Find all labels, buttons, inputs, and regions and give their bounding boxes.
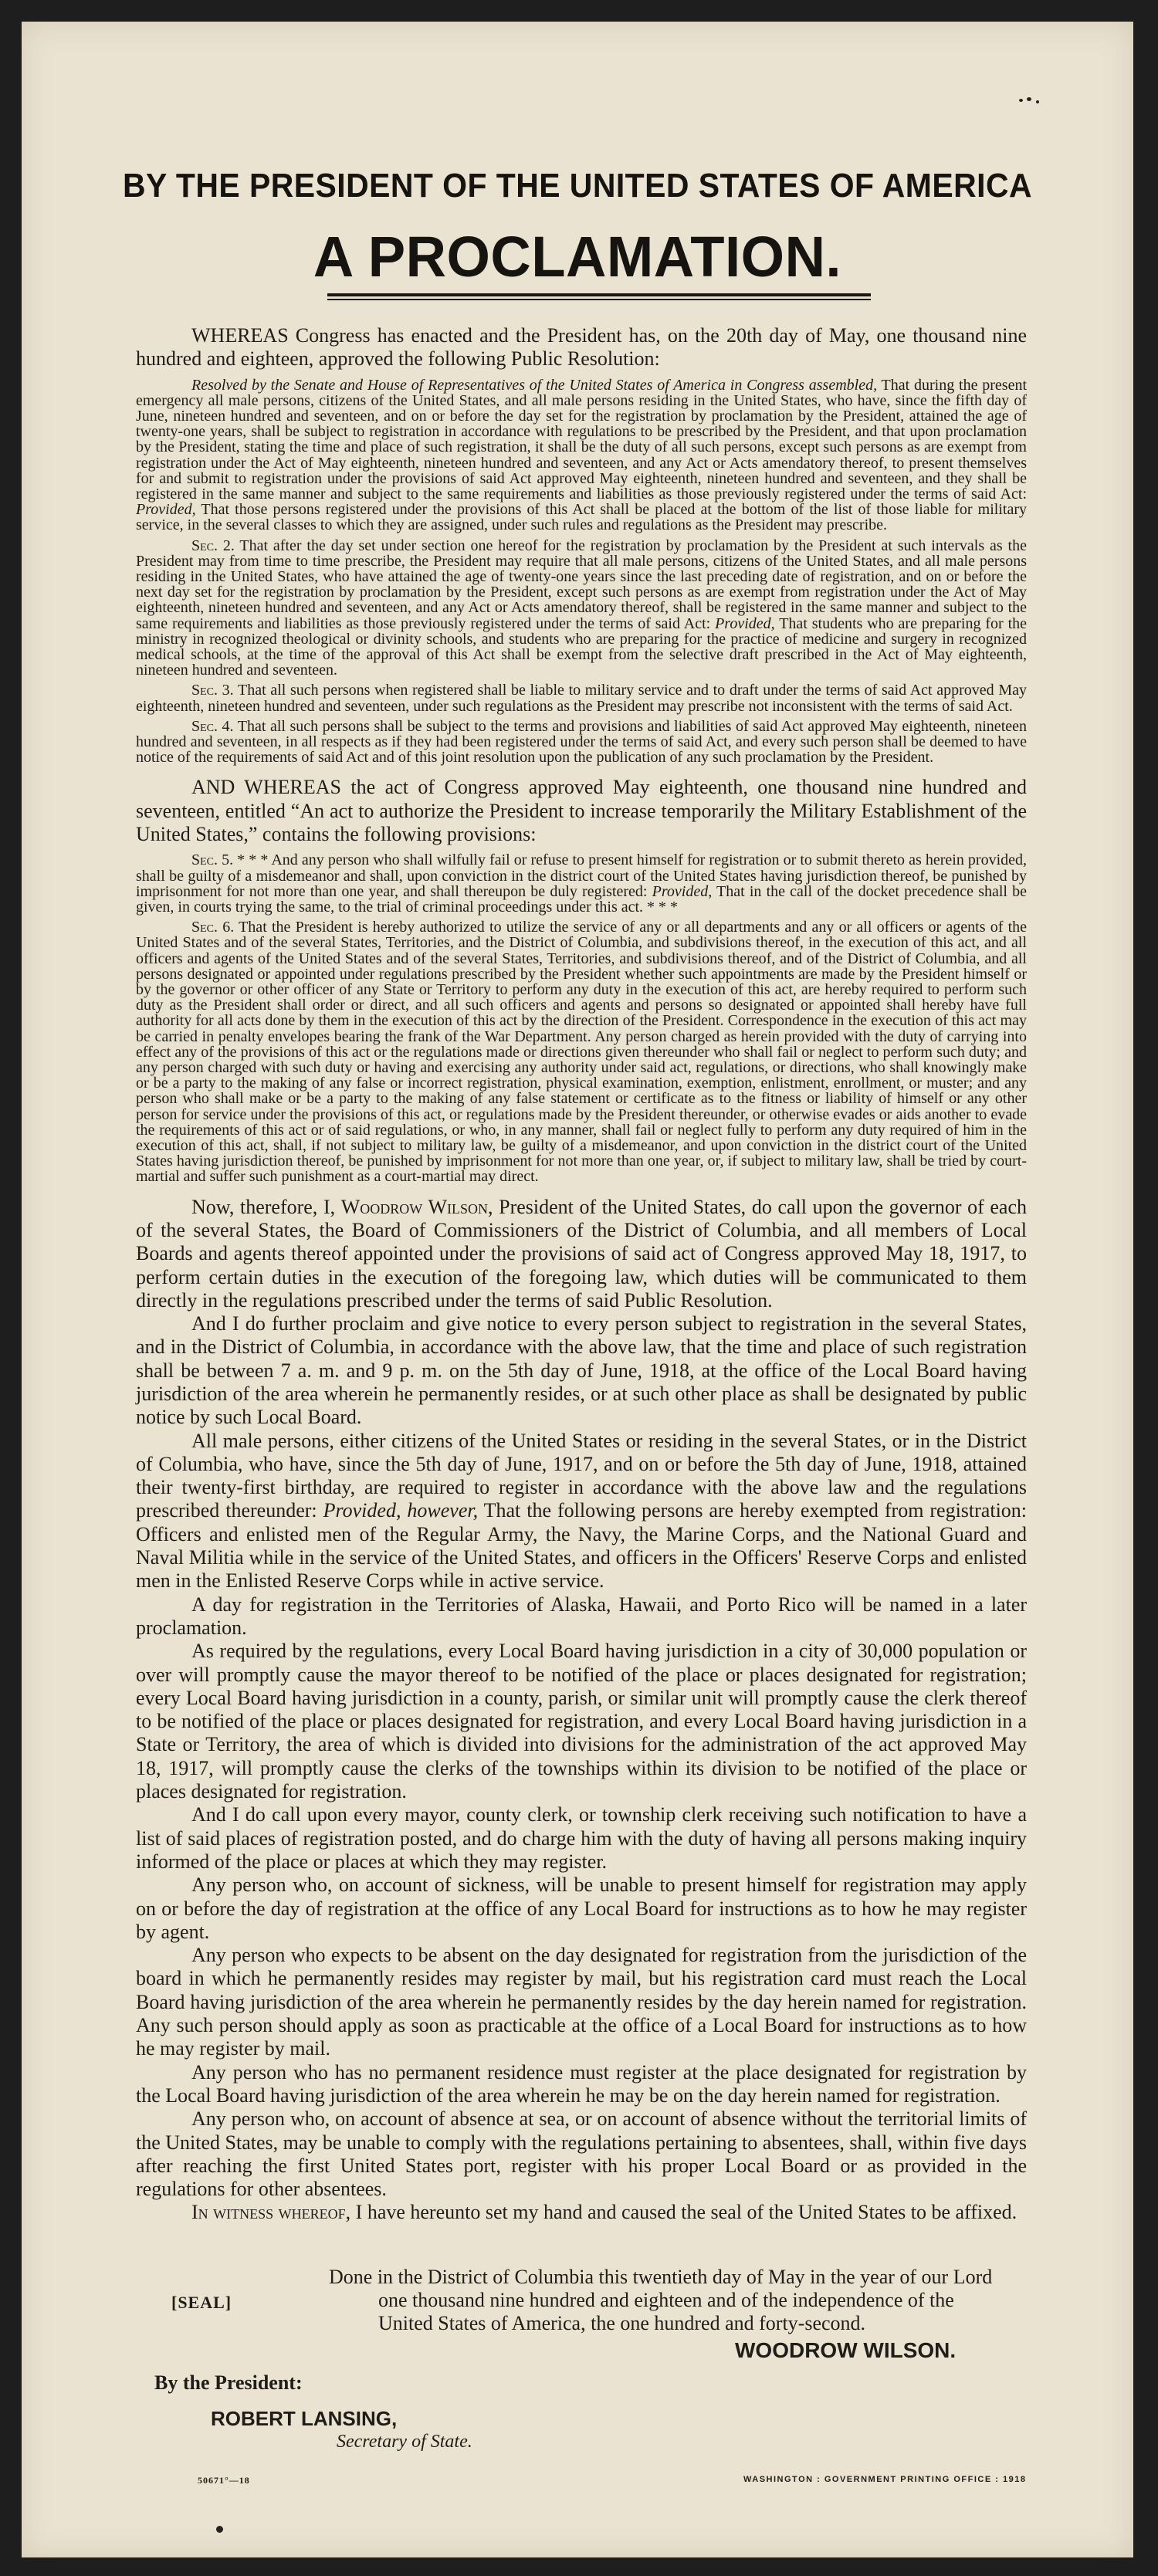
title-rule-thin	[327, 299, 871, 300]
resolution-section-3: Sec. 3. That all such persons when registered shall be liable to military service and to draft under the terms of said Act approved May eighteenth, nineteen hundred and seventeen, under such regulations as the President may prescribe not inconsistent with the terms of said Act.	[136, 682, 1028, 715]
resolution-section-2: Sec. 2. That after the day set under section one hereof for the registration by proclamation by the President at such intervals as the President may from time to time prescribe, the President may require that all male persons, citizens of the United States, and all male persons residing in the United States, who have attained the age of twenty-one years since the last preceding date of registration, and on or before the next day set for the registration by proclamation by the President, except such persons as are exempt from registration under the Act of May eighteenth, nineteen hundred and seventeen, and any Act or Acts amendatory thereof, shall be registered in the same manner and subject to the same requirements and liabilities as those previously registered under the terms of said Act: Provided, That students who are preparing for the ministry in recognized theological or divinity schools, and students who are preparing for the practice of medicine and surgery in recognized medical schools, at the time of the approval of this Act shall be exempt from the selective draft prescribed in the Act of May eighteenth, nineteen hundred and seventeen.	[136, 537, 1028, 679]
sickness-paragraph: Any person who, on account of sickness, will be unable to present himself for registration may apply on or before the day of registration at the office of any Local Board for instructions as to how he may register by agent.	[136, 1874, 1027, 1943]
proclamation-body	[136, 324, 1027, 2225]
male-persons-paragraph: All male persons, either citizens of the United States or residing in the several States, or in the District of Columbia, who have, since the 5th day of June, 1917, and on or before the 5th day of June, 1918, attained their twenty-first birthday, are required to register in accordance with the above law and the regulations prescribed thereunder: Provided, however, That the following persons are hereby exempted from registration: Officers and enlisted men of the Regular Army, the Navy, the Marine Corps, and the National Guard and Naval Militia while in the service of the United States, and officers in the Officers' Reserve Corps and enlisted men in the Enlisted Reserve Corps while in active service.	[136, 1429, 1028, 1593]
mayor-clerk-paragraph: And I do call upon every mayor, county clerk, or township clerk receiving such notification to have a list of said places of registration posted, and do charge him with the duty of having all persons making inquiry informed of the place or places at which they may register.	[136, 1803, 1027, 1873]
and-whereas-paragraph: AND WHEREAS the act of Congress approved May eighteenth, one thousand nine hundred and seventeen, entitled “An act to authorize the President to increase temporarily the Military Establishment of the United States,” contains the following provisions:	[136, 776, 1027, 846]
printer-imprint: WASHINGTON : GOVERNMENT PRINTING OFFICE : 1918	[743, 2475, 1027, 2484]
territories-paragraph: A day for registration in the Territories of Alaska, Hawaii, and Porto Rico will be named in a later proclamation.	[136, 1593, 1027, 1639]
act-section-5: Sec. 5. * * * And any person who shall wilfully fail or refuse to present himself for registration or to submit thereto as herein provided, shall be guilty of a misdemeanor and shall, upon conviction in the district court of the United States having jurisdiction thereof, be punished by imprisonment for not more than one year, and shall thereupon be duly registered: Provided, That in the call of the docket precedence shall be given, in courts trying the same, to the trial of criminal proceedings under this act. * * *	[136, 851, 1028, 916]
resolution-section-1: Resolved by the Senate and House of Representatives of the United States of America in Congress assembled, That during the present emergency all male persons, citizens of the United States, and all male persons residing in the United States, who have, since the fifth day of June, nineteen hundred and seventeen, and on or before the day set for the registration by proclamation by the President, attained the age of twenty-one years, shall be subject to registration in accordance with regulations to be prescribed by the President, and that upon proclamation by the President, stating the time and place of such registration, it shall be the duty of all such persons, except such persons as are exempt from registration under the Act of May eighteenth, nineteen hundred and seventeen, and any Act or Acts amendatory thereof, to present themselves for and submit to registration under the provisions of said Act approved May eighteenth, nineteen hundred and seventeen, and they shall be registered in the same manner and subject to the same requirements and liabilities as those previously registered under the terms of said Act: Provided, That those persons registered under the provisions of this Act shall be placed at the bottom of the list of those liable for military service, in the several classes to which they are assigned, under such rules and regulations as the President may prescribe.	[136, 376, 1028, 534]
proclamation-title: A PROCLAMATION.	[313, 225, 842, 289]
secretary-title: Secretary of State.	[337, 2432, 472, 2452]
done-text: Done in the District of Columbia this twentieth day of May in the year of our Lord one thousand nine hundred and eighteen and of the independence of the United States of America, the one hundred and forty-second.	[329, 2266, 993, 2334]
registration-time-paragraph: And I do further proclaim and give notice to every person subject to registration in the several States, and in the District of Columbia, in accordance with the above law, that the time and place of such registration shall be between 7 a. m. and 9 p. m. on the 5th day of June, 1918, at the office of the Local Board having jurisdiction of the area wherein he permanently resides, or at such other place as shall be designated by public notice by such Local Board.	[136, 1312, 1027, 1429]
secretary-name: ROBERT LANSING,	[211, 2407, 398, 2430]
no-residence-paragraph: Any person who has no permanent residence must register at the place designated for registration by the Local Board having jurisdiction of the area wherein he may be on the day herein named for registration.	[136, 2060, 1027, 2107]
in-witness-paragraph: In witness whereof, I have hereunto set my hand and caused the seal of the United States to be affixed.	[191, 2201, 1017, 2224]
local-board-paragraph: As required by the regulations, every Local Board having jurisdiction in a city of 30,000 population or over will promptly cause the mayor thereof to be notified of the place or places designated for registration; every Local Board having jurisdiction in a county, parish, or similar unit will promptly cause the clerk thereof to be notified of the place or places designated for registration, and every Local Board having jurisdiction in a State or Territory, the area of which is divided into divisions for the administration of the act approved May 18, 1917, will promptly cause the clerks of the townships within its division to be notified of the place or places designated for registration.	[136, 1640, 1027, 1803]
ink-speck	[1036, 100, 1039, 103]
ink-speck	[1019, 99, 1023, 102]
president-signature: WOODROW WILSON.	[735, 2338, 957, 2362]
proclamation-sheet	[22, 22, 1133, 2557]
absent-paragraph: Any person who expects to be absent on the day designated for registration from the jurisdiction of the board in which he permanently resides may register by mail, but his registration card must reach the Local Board having jurisdiction of the area wherein he permanently resides by the day herein named for registration. Any such person should apply as soon as practicable at the office of a Local Board for instructions as to how he may register by mail.	[136, 1944, 1027, 2060]
by-the-president: By the President:	[154, 2371, 303, 2394]
seal-label: [SEAL]	[171, 2293, 232, 2312]
act-section-6: Sec. 6. That the President is hereby authorized to utilize the service of any or all departments and any or all officers or agents of the United States and of the several States, Territories, and the District of Columbia, and subdivisions thereof, in the execution of this act, and all officers and agents of the United States and of the several States, Territories, and subdivisions thereof, and of the District of Columbia, and all persons designated or appointed under regulations prescribed by the President whether such appointments are made by the President himself or by the governor or other officer of any State or Territory to perform any duty in the execution of this act, are hereby required to perform such duty as the President shall order or direct, and all such officers and agents and persons so designated or appointed shall hereby have full authority for all acts done by them in the execution of this act by the direction of the President. Correspondence in the execution of this act may be carried in penalty envelopes bearing the frank of the War Department. Any person charged as herein provided with the duty of carrying into effect any of the provisions of this act or the regulations made or directions given thereunder who shall fail or neglect to perform such duty; and any person charged with such duty or having and exercising any authority under said act, regulations, or directions, who shall knowingly make or be a party to the making of any false or incorrect registration, physical examination, exemption, enlistment, enrollment, or muster; and any person who shall make or be a party to the making of any false statement or certificate as to the fitness or liability of himself or any other person for service under the provisions of this act, or regulations made by the President thereunder, or otherwise evades or aids another to evade the requirements of this act or of said regulations, or who, in any manner, shall fail or neglect fully to perform any duty required of him in the execution of this act, shall, if not subject to military law, be guilty of a misdemeanor, and upon conviction in the district court of the United States having jurisdiction thereof, be punished by imprisonment for not more than one year, or, if subject to military law, shall be tried by court-martial and suffer such punishment as a court-martial may direct.	[136, 919, 1028, 1186]
proclamation-heading: BY THE PRESIDENT OF THE UNITED STATES OF AMERICA	[123, 167, 1032, 205]
resolution-section-4: Sec. 4. That all such persons shall be subject to the terms and provisions and liabilities of said Act approved May eighteenth, nineteen hundred and seventeen, in all respects as if they had been registered under the terms of said Act, and every such person shall be deemed to have notice of the requirements of said Act and of this joint resolution upon the publication of any such proclamation by the President.	[136, 717, 1027, 767]
title-rule-thick	[327, 293, 871, 296]
at-sea-paragraph: Any person who, on account of absence at sea, or on account of absence without the territorial limits of the United States, may be unable to comply with the regulations pertaining to absentees, shall, within five days after reaching the first United States port, register with his proper Local Board or as provided in the regulations for other absentees.	[136, 2107, 1027, 2201]
print-number: 50671°—18	[198, 2475, 250, 2486]
now-therefore-paragraph: Now, therefore, I, Woodrow Wilson, President of the United States, do call upon the governor of each of the several States, the Board of Commissioners of the District of Columbia, and all members of Local Boards and agents thereof appointed under the provisions of said act of Congress approved May 18, 1917, to perform certain duties in the execution of the foregoing law, which duties will be communicated to them directly in the regulations prescribed under the terms of said Public Resolution.	[136, 1195, 1028, 1312]
ink-speck	[1027, 97, 1031, 101]
whereas-paragraph: WHEREAS Congress has enacted and the President has, on the 20th day of May, one thousand nine hundred and eighteen, approved the following Public Resolution:	[136, 324, 1027, 371]
ink-speck	[216, 2526, 223, 2533]
